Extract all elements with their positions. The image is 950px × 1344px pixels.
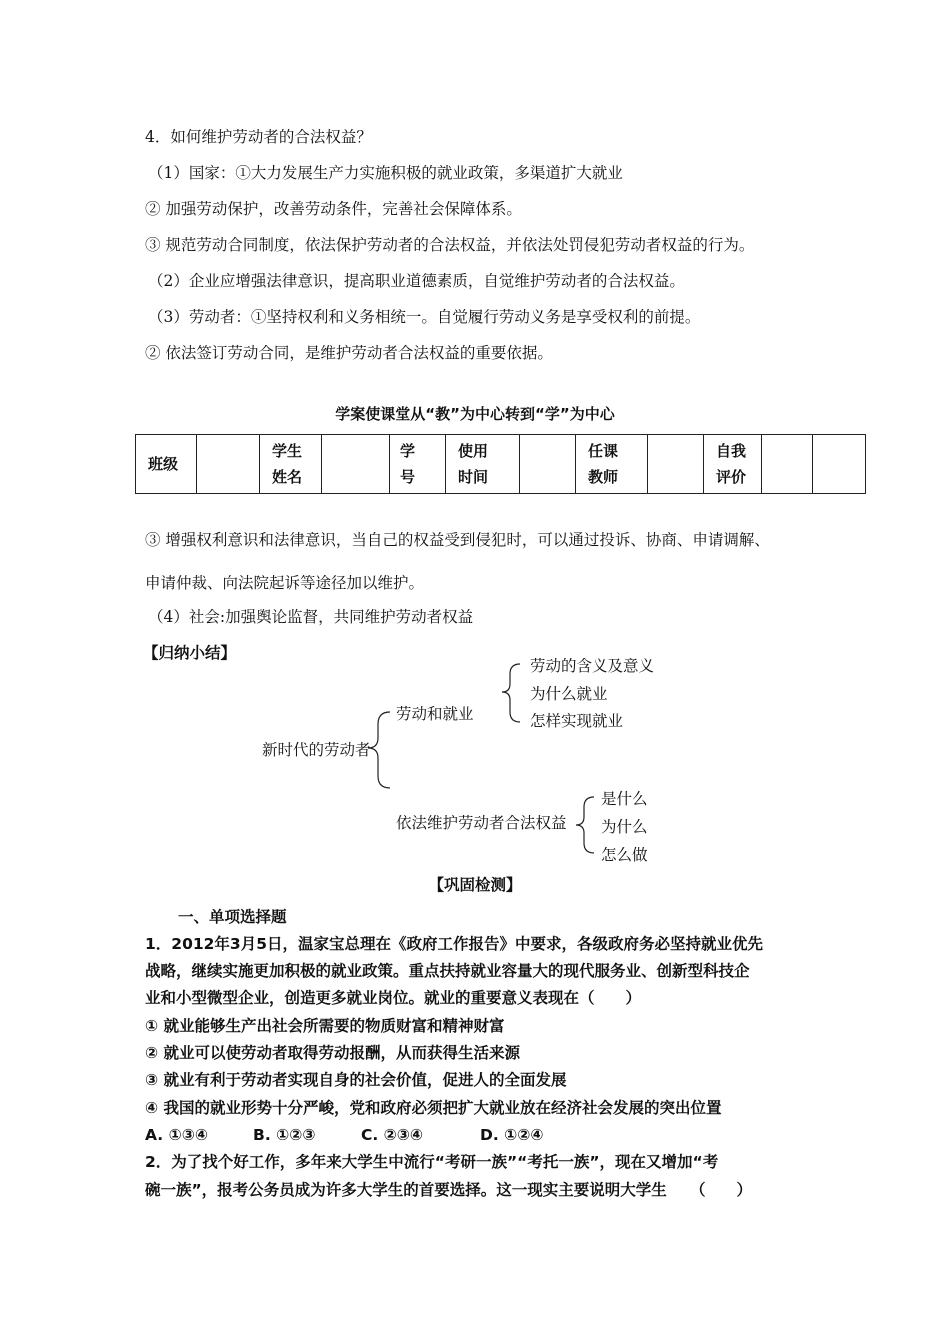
q1-line-2: 战略，继续实施更加积极的就业政策。重点扶持就业容量大的现代服务业、创新型科技企 xyxy=(145,962,750,980)
brace-branch-2 xyxy=(576,797,594,853)
section4-line-6: ② 依法签订劳动合同，是维护劳动者合法权益的重要依据。 xyxy=(145,344,553,362)
q2-line-1: 2．为了找个好工作，多年来大学生中流行“考研一族”“考托一族”，现在又增加“考 xyxy=(145,1153,719,1171)
brace-main xyxy=(368,712,390,788)
header-title: 学案使课堂从“教”为中心转到“学”为中心 xyxy=(335,405,615,423)
q1-choice-b[interactable]: B. ①②③ xyxy=(253,1126,316,1144)
check-heading: 【巩固检测】 xyxy=(428,876,522,894)
teacher-label: 任课 教师 xyxy=(576,435,648,494)
summary-branch-1-item-3: 怎样实现就业 xyxy=(530,712,624,730)
usage-time-label: 使用 时间 xyxy=(446,435,520,494)
continued-line-1b: 申请仲裁、向法院起诉等途径加以维护。 xyxy=(145,574,425,592)
section4-line-5: （3）劳动者：①坚持权利和义务相统一。自觉履行劳动义务是享受权利的前提。 xyxy=(148,308,701,326)
summary-branch-1-item-2: 为什么就业 xyxy=(530,685,608,703)
continued-line-2: （4）社会:加强舆论监督，共同维护劳动者权益 xyxy=(148,608,474,626)
summary-branch-2: 依法维护劳动者合法权益 xyxy=(396,814,567,832)
q1-choice-c[interactable]: C. ②③④ xyxy=(361,1126,424,1144)
summary-branch-2-item-2: 为什么 xyxy=(601,818,648,836)
student-id-label: 学 号 xyxy=(390,435,446,494)
student-name-label: 学生 姓名 xyxy=(260,435,322,494)
section4-line-3: ③ 规范劳动合同制度，依法保护劳动者的合法权益，并依法处罚侵犯劳动者权益的行为。 xyxy=(145,236,755,254)
q1-option-1: ① 就业能够生产出社会所需要的物质财富和精神财富 xyxy=(145,1017,505,1035)
section4-line-2: ② 加强劳动保护，改善劳动条件，完善社会保障体系。 xyxy=(145,200,522,218)
self-eval-label: 自我 评价 xyxy=(704,435,762,494)
q1-option-2: ② 就业可以使劳动者取得劳动报酬，从而获得生活来源 xyxy=(145,1044,521,1062)
summary-branch-1-item-1: 劳动的含义及意义 xyxy=(530,657,655,675)
class-label: 班级 xyxy=(136,435,197,494)
q1-line-3: 业和小型微型企业，创造更多就业岗位。就业的重要意义表现在（ ） xyxy=(145,989,642,1007)
section4-line-4: （2）企业应增强法律意识，提高职业道德素质，自觉维护劳动者的合法权益。 xyxy=(148,272,685,290)
brace-branch-1 xyxy=(502,664,520,722)
summary-heading: 【归纳小结】 xyxy=(143,644,237,662)
summary-branch-2-item-3: 怎么做 xyxy=(601,846,648,864)
q2-line-2: 碗一族”，报考公务员成为许多大学生的首要选择。这一现实主要说明大学生 （ ） xyxy=(145,1181,752,1199)
check-section: 一、单项选择题 xyxy=(178,908,287,926)
summary-branch-2-item-1: 是什么 xyxy=(601,790,648,808)
section4-line-1: （1）国家：①大力发展生产力实施积极的就业政策，多渠道扩大就业 xyxy=(148,164,623,182)
q1-choice-d[interactable]: D. ①②④ xyxy=(480,1126,544,1144)
q1-line-1: 1．2012年3月5日，温家宝总理在《政府工作报告》中要求，各级政府务必坚持就业优先 xyxy=(145,935,763,953)
q1-option-3: ③ 就业有利于劳动者实现自身的社会价值，促进人的全面发展 xyxy=(145,1071,567,1089)
q1-choice-a[interactable]: A. ①③④ xyxy=(145,1126,208,1144)
section4-heading: 4．如何维护劳动者的合法权益？ xyxy=(145,128,372,146)
summary-branch-1: 劳动和就业 xyxy=(396,705,474,723)
summary-root: 新时代的劳动者 xyxy=(262,741,371,759)
q1-option-4: ④ 我国的就业形势十分严峻，党和政府必须把扩大就业放在经济社会发展的突出位置 xyxy=(145,1099,722,1117)
continued-line-1a: ③ 增强权利意识和法律意识，当自己的权益受到侵犯时，可以通过投诉、协商、申请调解、 xyxy=(145,531,770,549)
